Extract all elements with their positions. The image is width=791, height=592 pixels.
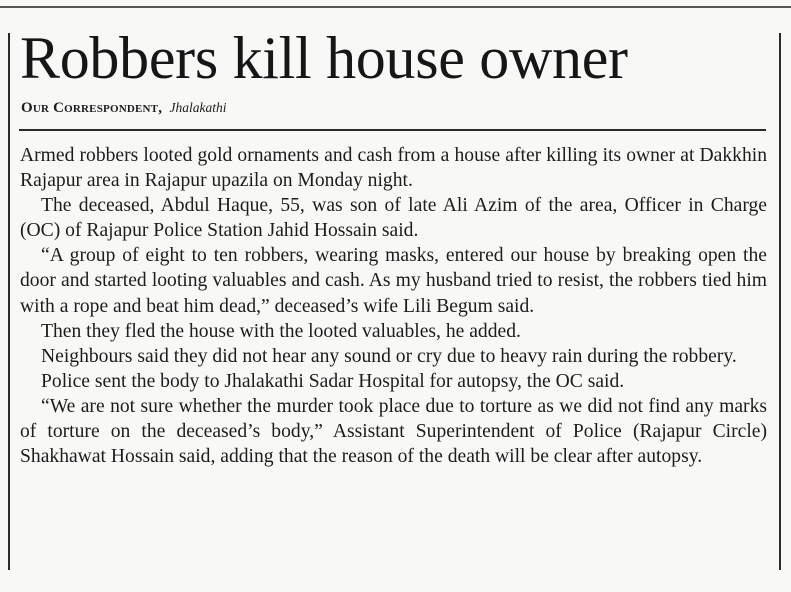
paragraph-lead: Armed robbers looted gold ornaments and cash from a house after killing its owner at Dakkhin Rajapur area in Rajapur upazila on Monday night. [20, 145, 767, 192]
byline-location: Jhalakathi [169, 100, 227, 115]
left-column-rule [8, 33, 10, 570]
paragraph: “A group of eight to ten robbers, wearing masks, entered our house by breaking open the door and started looting valuables and cash. As my husband tried to resist, the robbers tied him with a rope and beat him dead,” deceased’s wife Lili Begum said. [20, 245, 767, 317]
byline-divider [19, 129, 766, 131]
paragraph: Police sent the body to Jhalakathi Sadar Hospital for autopsy, the OC said. [41, 370, 625, 392]
byline [21, 99, 227, 117]
article-body [20, 143, 767, 469]
paragraph: Neighbours said they did not hear any sound or cry due to heavy rain during the robbery. [41, 345, 737, 367]
top-border-rule [0, 6, 791, 8]
paragraph: “We are not sure whether the murder took place due to torture as we did not find any marks of torture on the deceased’s body,” Assistant Superintendent of Police (Rajapur Circle) Shakhawat Hossain said, adding that the reason of the death will be clear after autopsy. [20, 395, 767, 468]
right-column-rule [779, 33, 781, 570]
headline: Robbers kill house owner [20, 25, 628, 91]
paragraph: The deceased, Abdul Haque, 55, was son of late Ali Azim of the area, Officer in Charge (OC) of Rajapur Police Station Jahid Hossain said. [20, 195, 767, 242]
byline-author: Our Correspondent, [21, 100, 163, 116]
paragraph: Then they fled the house with the looted valuables, he added. [41, 320, 521, 342]
